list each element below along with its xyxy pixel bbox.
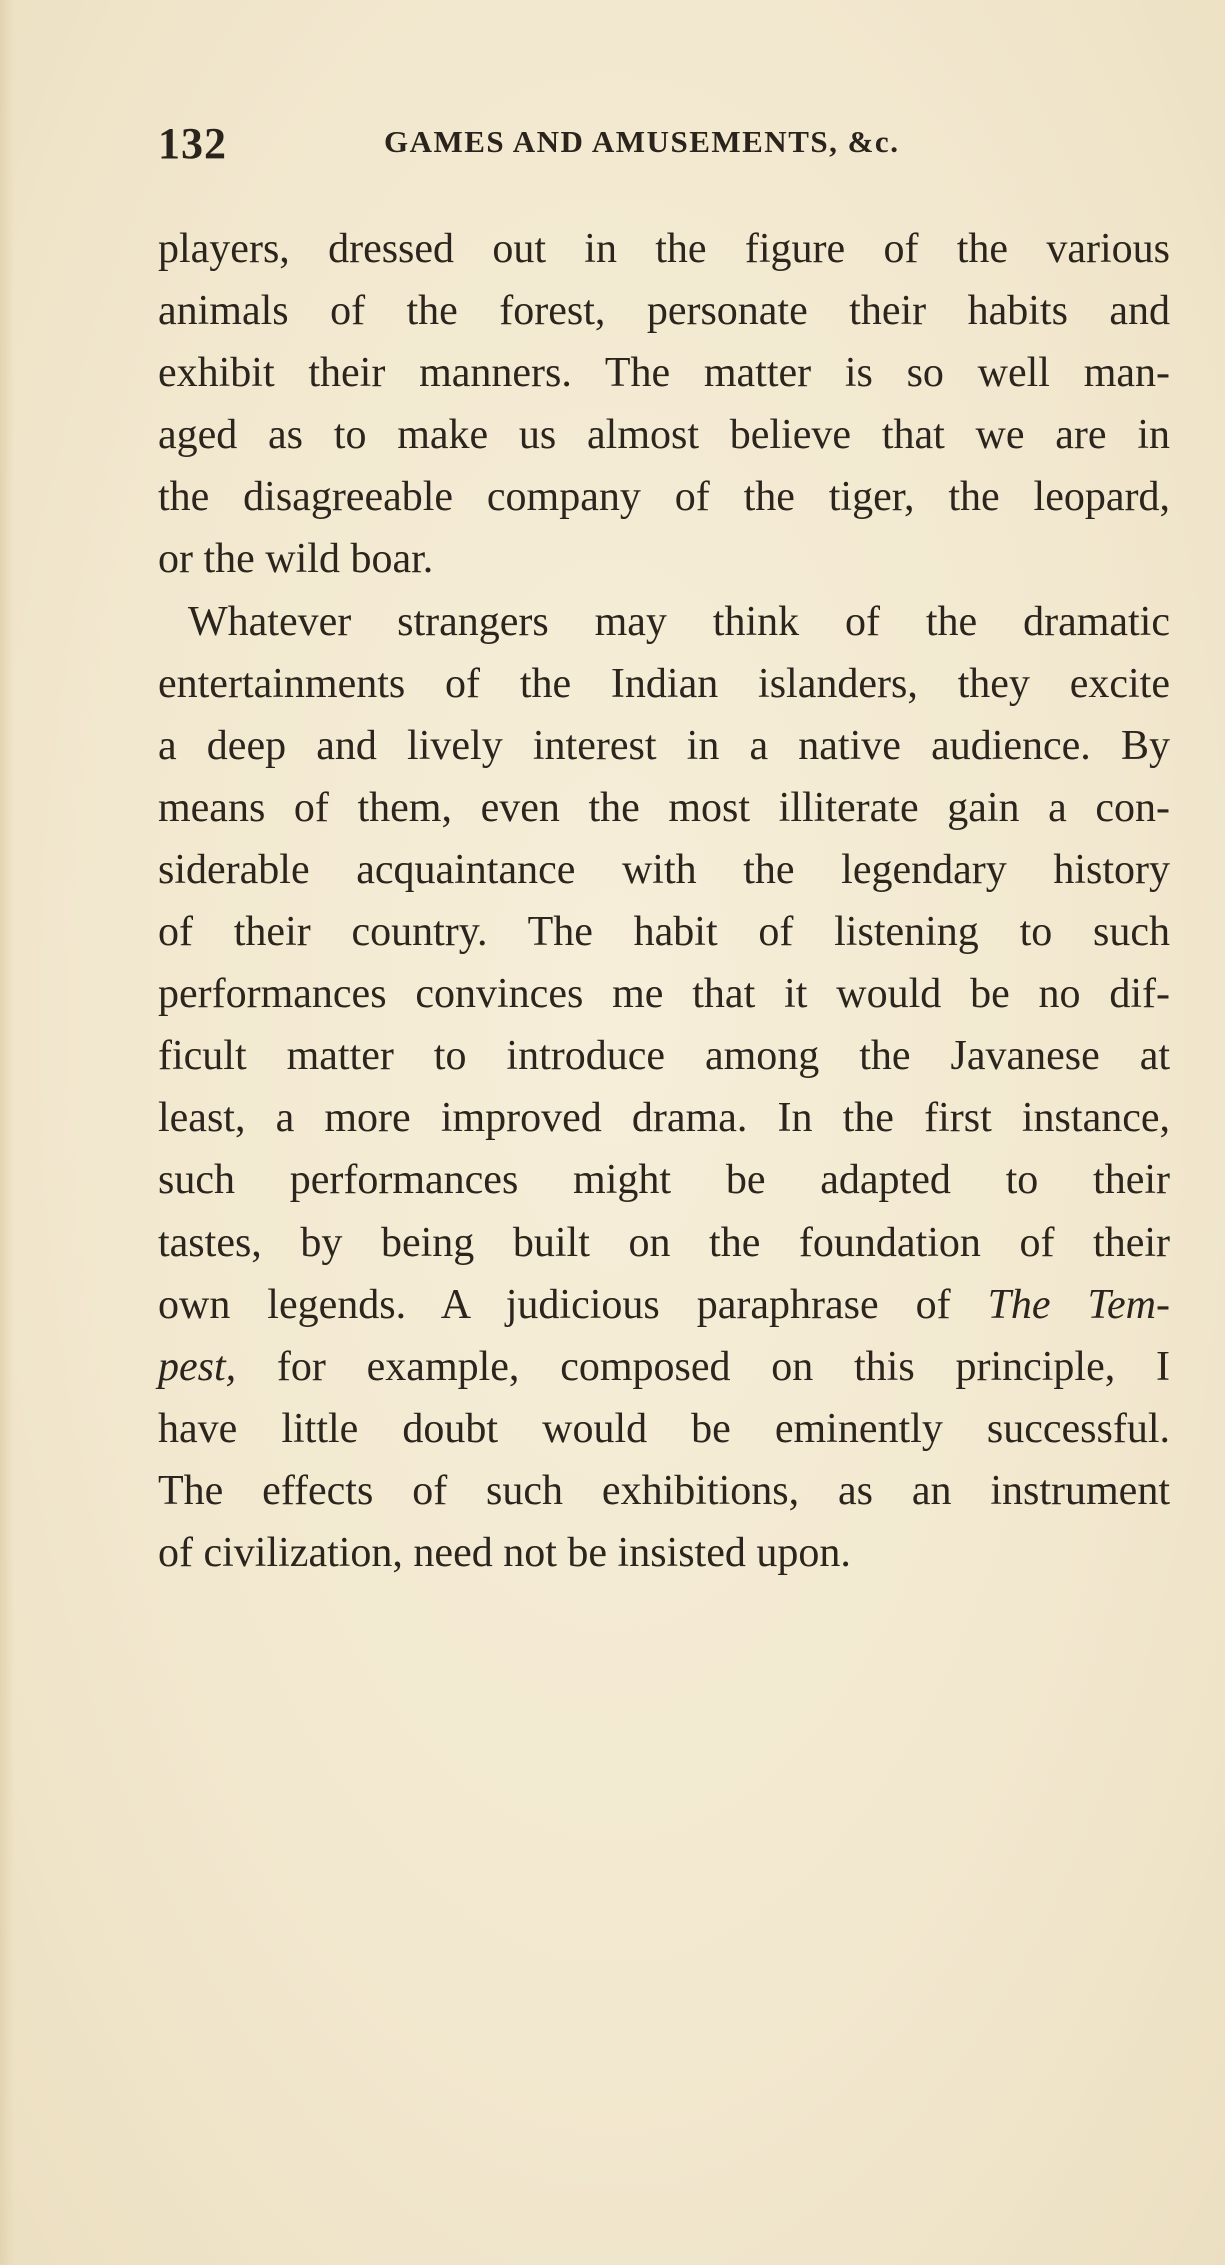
italic-title: pest, (158, 1343, 237, 1390)
text-line: or the wild boar. (158, 536, 434, 583)
page-gutter-shadow (0, 0, 14, 2265)
text-line: animals of the forest, personate their habits and (158, 288, 1170, 335)
text-line: players, dressed out in the figure of the various (158, 226, 1170, 272)
text-line (158, 1274, 1170, 1336)
text-line (158, 1336, 1170, 1398)
text-line: a deep and lively interest in a native audience. By (158, 722, 1170, 769)
text-line: the disagreeable company of the tiger, the leopard, (158, 474, 1170, 521)
text-line: tastes, by being built on the foundation of their (158, 1219, 1170, 1266)
text-line: of their country. The habit of listening to such (158, 909, 1170, 956)
italic-title: The Tem- (987, 1281, 1171, 1328)
page-number: 132 (158, 119, 227, 168)
text-line: such performances might be adapted to their (158, 1157, 1170, 1204)
body-text (158, 218, 1170, 1584)
text-fragment: own legends. A judicious paraphrase of (158, 1281, 988, 1328)
text-line: have little doubt would be eminently successful. (158, 1405, 1170, 1452)
text-fragment: for example, composed on this principle, I (236, 1343, 1170, 1390)
text-line: means of them, even the most illiterate gain a con- (158, 784, 1170, 831)
text-line: of civilization, need not be insisted upon. (158, 1529, 851, 1576)
text-line: least, a more improved drama. In the first instance, (158, 1095, 1170, 1142)
text-line: performances convinces me that it would be no dif- (158, 971, 1170, 1018)
text-line: The effects of such exhibitions, as an instrument (158, 1467, 1170, 1514)
text-line: ficult matter to introduce among the Javanese at (158, 1033, 1170, 1080)
text-line: Whatever strangers may think of the dramatic (188, 598, 1170, 645)
running-head (158, 118, 1058, 178)
text-line: entertainments of the Indian islanders, they excite (158, 660, 1170, 707)
running-title: GAMES AND AMUSEMENTS, &c. (384, 124, 900, 159)
text-line: siderable acquaintance with the legendary history (158, 846, 1170, 893)
text-line: exhibit their manners. The matter is so well man- (158, 350, 1170, 397)
text-line: aged as to make us almost believe that we are in (158, 412, 1170, 459)
